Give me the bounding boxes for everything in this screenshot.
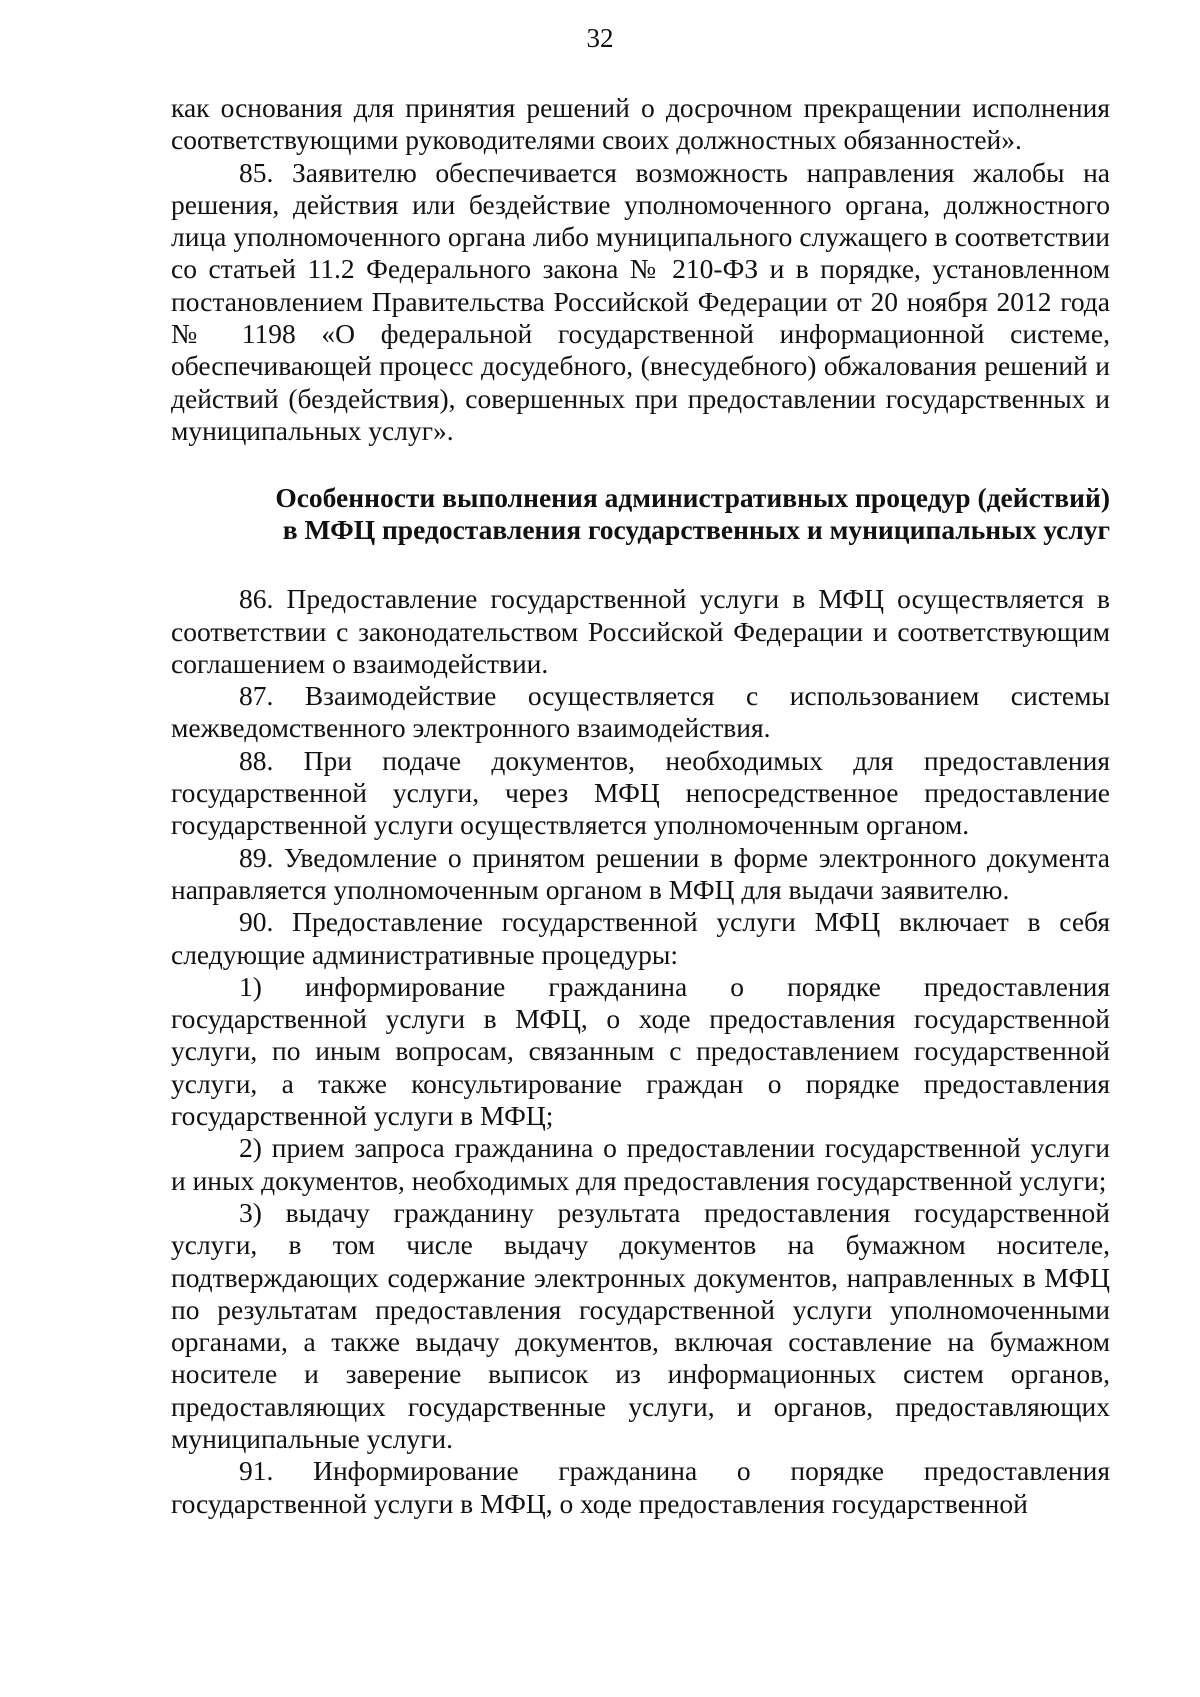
section-heading-line-2: в МФЦ предоставления государственных и муниципальных услуг [282, 514, 1110, 546]
section-heading [171, 482, 1110, 546]
page-number: 32 [586, 23, 614, 53]
section-heading-line-1: Особенности выполнения административных процедур (действий) [275, 482, 1110, 514]
list-item-1: 1) информирование гражданина о порядке предоставления государственной услуги в МФЦ, о ходе предоставления государственной услуги, по иным вопросам, связанным с предоставлением государственной услуги, а также консультирование граждан о порядке предоставления государственной услуги в МФЦ; [171, 970, 1110, 1132]
list-item-2: 2) прием запроса гражданина о предоставлении государственной услуги и иных документов, необходимых для предоставления государственной услуги; [171, 1132, 1110, 1196]
paragraph-87: 87. Взаимодействие осуществляется с использованием системы межведомственного электронного взаимодействия. [171, 680, 1110, 744]
list-item-3: 3) выдачу гражданину результата предоставления государственной услуги, в том числе выдачу документов на бумажном носителе, подтверждающих содержание электронных документов, направленных в МФЦ по результатам предоставления государственной услуги уполномоченными органами, а также выдачу документов, включая составление на бумажном носителе и заверение выписок из информационных систем органов, предоставляющих государственные услуги, и органов, предоставляющих муниципальные услуги. [171, 1196, 1110, 1454]
paragraph-90: 90. Предоставление государственной услуги МФЦ включает в себя следующие административные процедуры: [171, 906, 1110, 970]
paragraph-88: 88. При подаче документов, необходимых для предоставления государственной услуги, через МФЦ непосредственное предоставление государственной услуги осуществляется уполномоченным органом. [171, 744, 1110, 841]
paragraph-91: 91. Информирование гражданина о порядке предоставления государственной услуги в МФЦ, о ходе предоставления государственной [171, 1455, 1110, 1519]
paragraph-85: 85. Заявителю обеспечивается возможность направления жалобы на решения, действия или бездействие уполномоченного органа, должностного лица уполномоченного органа либо муниципального служащего в соответствии со статьей 11.2 Федерального закона № 210-ФЗ и в порядке, установленном постановлением Правительства Российской Федерации от 20 ноября 2012 года № 1198 «О федеральной государственной информационной системе, обеспечивающей процесс досудебного, (внесудебного) обжалования решений и действий (бездействия), совершенных при предоставлении государственных и муниципальных услуг». [171, 156, 1110, 446]
document-body [171, 92, 1110, 1520]
continued-paragraph: как основания для принятия решений о досрочном прекращении исполнения соответствующими руководителями своих должностных обязанностей». [171, 92, 1110, 156]
paragraph-89: 89. Уведомление о принятом решении в форме электронного документа направляется уполномоченным органом в МФЦ для выдачи заявителю. [171, 841, 1110, 905]
paragraph-86: 86. Предоставление государственной услуги в МФЦ осуществляется в соответствии с законодательством Российской Федерации и соответствующим соглашением о взаимодействии. [171, 583, 1110, 679]
